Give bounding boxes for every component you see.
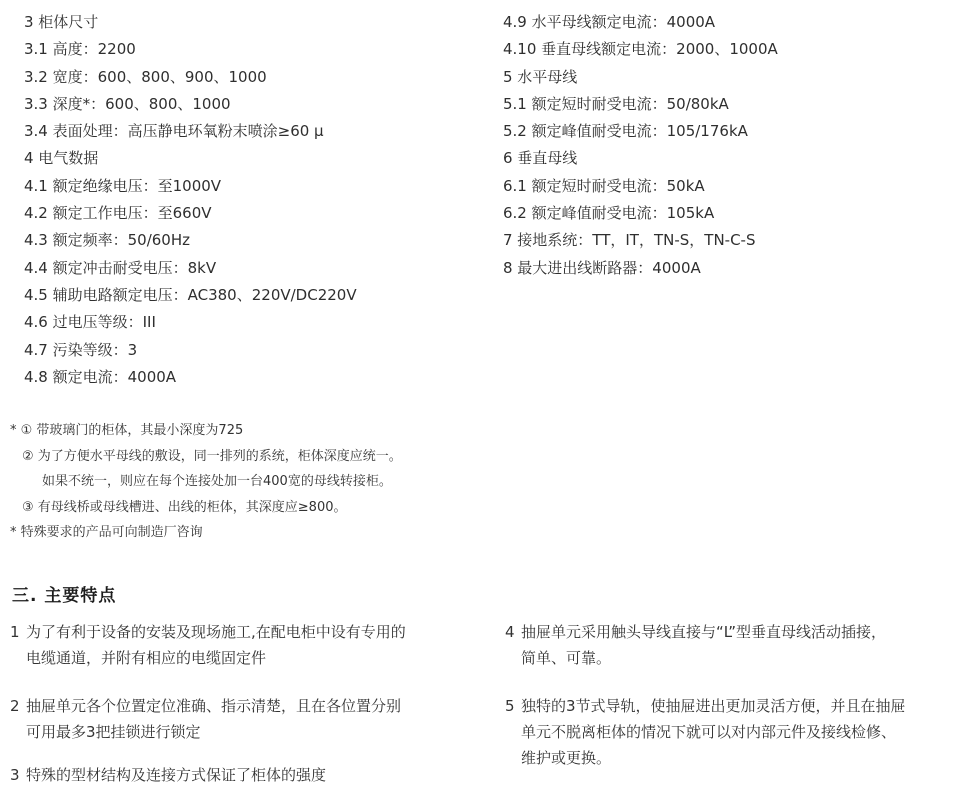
section-heading: 三. 主要特点 — [12, 586, 117, 606]
spec-overvoltage-category: 4.6 过电压等级：III — [24, 313, 156, 332]
feature-line: 特殊的型材结构及连接方式保证了柜体的强度 — [26, 766, 327, 784]
spec-rated-working-voltage: 4.2 额定工作电压：至660V — [24, 204, 212, 223]
feature-item — [505, 619, 953, 671]
spec-horizontal-short-time-current: 5.1 额定短时耐受电流：50/80kA — [503, 94, 729, 113]
spec-width: 3.2 宽度：600、800、900、1000 — [24, 67, 267, 86]
feature-line: 为了有利于设备的安装及现场施工,在配电柜中设有专用的 — [26, 623, 406, 641]
spec-height: 3.1 高度：2200 — [24, 40, 136, 59]
footnote-special-requirements: * 特殊要求的产品可向制造厂咨询 — [10, 525, 203, 540]
spec-horizontal-busbar-current: 4.9 水平母线额定电流：4000A — [503, 13, 716, 31]
spec-auxiliary-circuit-voltage: 4.5 辅助电路额定电压：AC380、220V/DC220V — [24, 285, 357, 304]
spec-heading-horizontal-busbar: 5 水平母线 — [503, 67, 578, 86]
feature-line: 独特的3节式导轨，使抽屉进出更加灵活方便，并且在抽屉 — [521, 697, 906, 715]
feature-line: 抽屉单元各个位置定位准确、指示清楚，且在各位置分别 — [26, 697, 402, 715]
feature-number: 1 — [10, 623, 20, 641]
spec-list-right — [503, 9, 778, 282]
feature-number: 4 — [505, 623, 515, 641]
feature-item — [505, 693, 953, 771]
spec-vertical-busbar-current: 4.10 垂直母线额定电流：2000、1000A — [503, 40, 778, 59]
spec-max-breaker: 8 最大进出线断路器：4000A — [503, 258, 701, 277]
feature-number: 2 — [10, 697, 20, 715]
spec-heading-electrical-data: 4 电气数据 — [24, 149, 99, 168]
spec-heading-cabinet-size: 3 柜体尺寸 — [24, 13, 99, 31]
spec-rated-frequency: 4.3 额定频率：50/60Hz — [24, 231, 191, 250]
feature-item — [10, 762, 470, 788]
feature-number: 5 — [505, 697, 515, 715]
footnote-busbar-depth: ② 为了方便水平母线的敷设，同一排列的系统，柜体深度应统一。 — [22, 448, 402, 464]
feature-line: 电缆通道，并附有相应的电缆固定件 — [26, 649, 267, 667]
spec-impulse-withstand-voltage: 4.4 额定冲击耐受电压：8kV — [24, 258, 217, 277]
feature-line: 单元不脱离柜体的情况下就可以对内部元件及接线检修、 — [521, 723, 897, 741]
spec-vertical-short-time-current: 6.1 额定短时耐受电流：50kA — [503, 176, 705, 195]
spec-heading-vertical-busbar: 6 垂直母线 — [503, 149, 578, 168]
footnote-bus-duct-depth: ③ 有母线桥或母线槽进、出线的柜体，其深度应≥800。 — [22, 499, 347, 515]
spec-rated-insulation-voltage: 4.1 额定绝缘电压：至1000V — [24, 176, 222, 195]
spec-depth: 3.3 深度*：600、800、1000 — [24, 94, 231, 113]
spec-vertical-peak-current: 6.2 额定峰值耐受电流：105kA — [503, 204, 715, 223]
footnotes — [10, 418, 402, 546]
footnote-busbar-adapter: 如果不统一，则应在每个连接处加一台400宽的母线转接柜。 — [42, 474, 392, 489]
feature-line: 抽屉单元采用触头导线直接与“L”型垂直母线活动插接， — [521, 623, 886, 641]
spec-rated-current: 4.8 额定电流：4000A — [24, 367, 177, 386]
footnote-glass-door: * ① 带玻璃门的柜体，其最小深度为725 — [10, 423, 244, 438]
feature-line: 可用最多3把挂锁进行锁定 — [26, 723, 201, 741]
spec-list-left — [24, 9, 357, 391]
spec-grounding-system: 7 接地系统：TT，IT，TN-S，TN-C-S — [503, 231, 756, 250]
feature-number: 3 — [10, 766, 20, 784]
spec-horizontal-peak-current: 5.2 额定峰值耐受电流：105/176kA — [503, 122, 748, 141]
feature-line: 简单、可靠。 — [521, 649, 612, 667]
feature-item — [10, 619, 470, 671]
spec-surface-treatment: 3.4 表面处理：高压静电环氧粉末喷涂≥60 μ — [24, 122, 324, 141]
feature-line: 维护或更换。 — [521, 749, 612, 767]
spec-pollution-degree: 4.7 污染等级：3 — [24, 340, 138, 359]
feature-item — [10, 693, 470, 745]
